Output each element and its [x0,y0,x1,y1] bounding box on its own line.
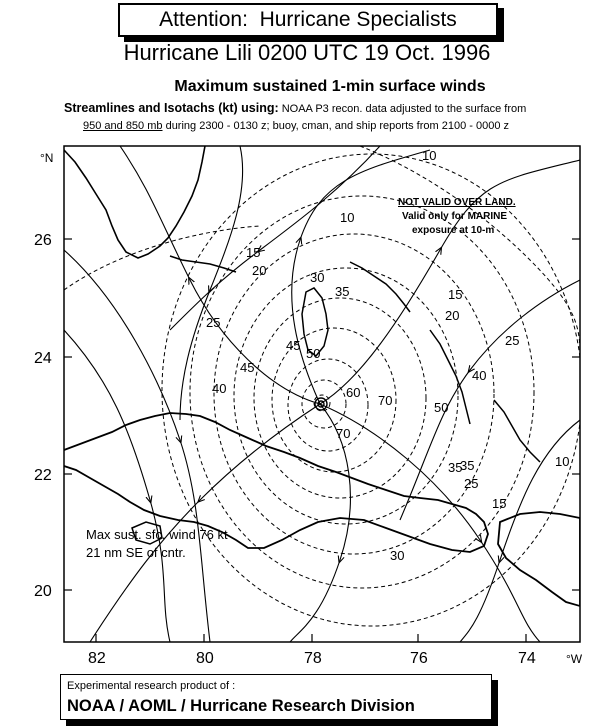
longitude-label: 80 [196,650,214,667]
max-wind-note [86,527,228,560]
isotach-speed-label: 20 [445,308,460,323]
page-subtitle: Maximum sustained 1-min surface winds [174,78,486,95]
latitude-label: 20 [34,583,52,600]
isotach-speed-label: 25 [464,476,479,491]
isotach [254,298,426,498]
longitude-label: 74 [518,650,536,667]
axis-labels [34,151,583,667]
longitude-label: 76 [410,650,428,667]
isotach-speed-label: 45 [286,338,301,353]
isotach-speed-label: 20 [252,263,267,278]
bahamas-northern-islands [350,262,410,312]
isotach-labels [206,148,569,563]
isotach-speed-label: 70 [378,393,393,408]
pressure-levels: 950 and 850 mb [83,120,163,132]
latitude-label: 22 [34,467,52,484]
warning-title: NOT VALID OVER LAND. [398,197,516,208]
isotach-speed-label: 30 [310,270,325,285]
isotach-speed-label: 10 [555,454,570,469]
streamline [90,404,320,642]
isotach-speed-label: 70 [336,426,351,441]
isotach-speed-label: 35 [460,458,475,473]
warning-line-1: Valid only for MARINE [402,211,508,222]
streamline [64,250,210,642]
streamline [180,146,243,420]
isotach-speed-label: 30 [390,548,405,563]
page-title: Hurricane Lili 0200 UTC 19 Oct. 1996 [123,40,491,65]
isotach-speed-label: 40 [212,381,227,396]
observation-times: during 2300 - 0130 z; buoy, cman, and ship reports from 2100 - 0000 z [162,120,510,132]
isotach-speed-label: 35 [335,284,350,299]
streamline [320,404,540,642]
isotach-speed-label: 35 [448,460,463,475]
data-source-heading: Streamlines and Isotachs (kt) using: [64,101,279,115]
warning-line-2: exposure at 10-m [412,225,495,236]
longitude-label: 78 [304,650,322,667]
isotach-speed-label: 50 [434,400,449,415]
isotach [288,359,368,451]
streamline [170,146,380,330]
footer-organization: NOAA / AOML / Hurricane Research Division [67,697,415,715]
latitude-label: 24 [34,350,52,367]
isotach-speed-label: 15 [246,245,261,260]
isotach [190,196,534,588]
isotach-speed-label: 25 [206,315,221,330]
streamline [120,146,320,404]
streamline [400,280,580,520]
isotach [360,146,580,360]
isotach-speed-label: 50 [306,346,321,361]
max-wind-line-1: Max sust. sfc. wind 76 kt [86,527,228,542]
max-wind-line-2: 21 nm SE of cntr. [86,545,186,560]
isotach-speed-label: 60 [346,385,361,400]
latitude-label: 26 [34,232,52,249]
isotach-speed-label: 40 [472,368,487,383]
isotach-speed-label: 15 [492,496,507,511]
isotach-speed-label: 10 [340,210,355,225]
attention-text: Attention: Hurricane Specialists [159,8,457,31]
isotach-speed-label: 25 [505,333,520,348]
longitude-label: 82 [88,650,106,667]
footer-credit-line: Experimental research product of : [67,680,236,692]
florida-peninsula-land [64,146,205,258]
latitude-unit-label: °N [40,151,54,165]
footer-credit-box [60,674,492,720]
isotach-speed-label: 10 [422,148,437,163]
isotach-speed-label: 45 [240,360,255,375]
data-source-detail: NOAA P3 recon. data adjusted to the surface from [278,103,527,115]
longitude-unit-label: °W [566,652,583,666]
isotach-speed-label: 15 [448,287,463,302]
